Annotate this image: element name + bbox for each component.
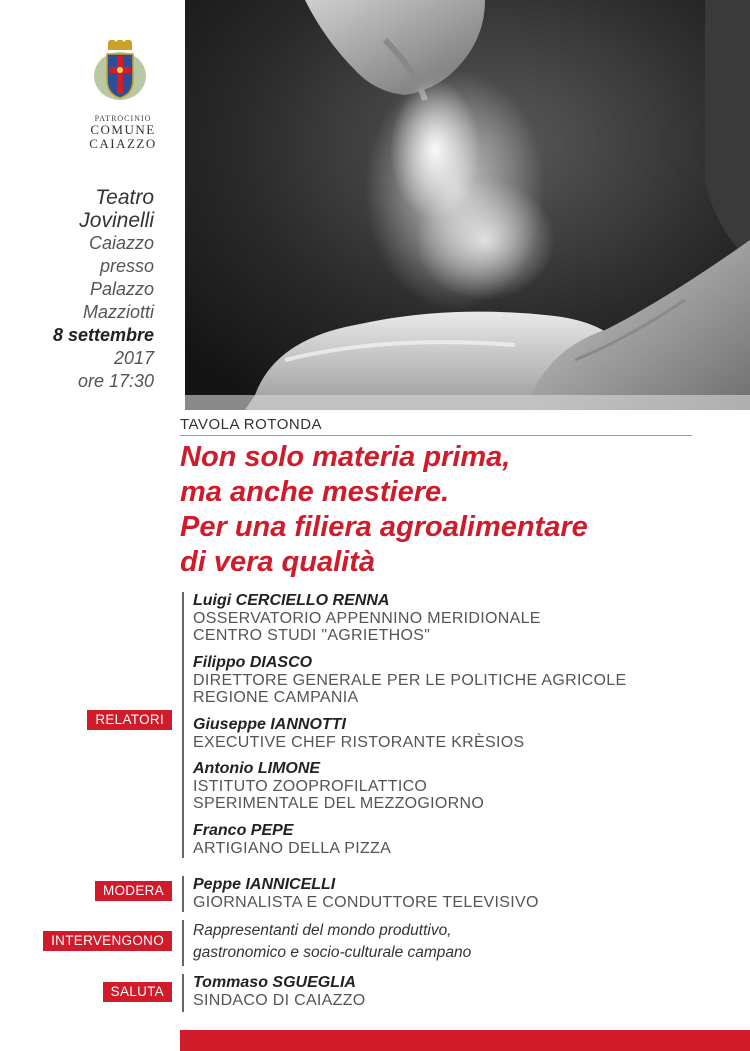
tag-relatori: RELATORI: [87, 710, 172, 730]
hero-photo-flour-dough: [185, 0, 750, 410]
event-title-line: Per una filiera agroalimentare: [180, 511, 588, 543]
speaker-name: Giuseppe IANNOTTI: [193, 716, 346, 733]
speaker-role: ISTITUTO ZOOPROFILATTICO: [193, 778, 428, 795]
patronage-label: PATROCINIO: [94, 114, 152, 123]
city-coat-of-arms-icon: [90, 40, 150, 106]
event-title-line: di vera qualità: [180, 546, 376, 578]
moderator: [193, 876, 539, 911]
saluta-divider: [182, 974, 184, 1012]
moderator-role: GIORNALISTA E CONDUTTORE TELEVISIVO: [193, 894, 539, 911]
speaker: [193, 592, 541, 644]
speaker-name: Luigi CERCIELLO RENNA: [193, 592, 390, 609]
greeter-name: Tommaso SGUEGLIA: [193, 974, 356, 991]
venue-block: [0, 186, 154, 393]
venue-line: presso: [99, 256, 154, 276]
venue-title-1: Teatro: [95, 186, 154, 209]
tag-saluta: SALUTA: [103, 982, 172, 1002]
venue-title-2: Jovinelli: [79, 209, 154, 232]
greeter: [193, 974, 366, 1009]
moderator-name: Peppe IANNICELLI: [193, 876, 336, 893]
event-year: 2017: [113, 348, 154, 368]
speaker: [193, 760, 484, 812]
venue-line: Mazziotti: [82, 302, 154, 322]
kicker-divider: [180, 435, 692, 436]
event-time: ore 17:30: [77, 371, 154, 391]
tag-modera: MODERA: [95, 881, 172, 901]
greeter-role: SINDACO DI CAIAZZO: [193, 992, 366, 1009]
participants-line: gastronomico e socio-culturale campano: [193, 944, 472, 961]
participants-line: Rappresentanti del mondo produttivo,: [193, 922, 452, 939]
event-title-line: ma anche mestiere.: [180, 476, 450, 508]
speaker-name: Franco PEPE: [193, 822, 294, 839]
speaker-role: EXECUTIVE CHEF RISTORANTE KRÈSIOS: [193, 734, 525, 751]
relatori-divider: [182, 592, 184, 858]
venue-line: Caiazzo: [88, 233, 154, 253]
speaker-role: ARTIGIANO DELLA PIZZA: [193, 840, 392, 857]
speaker-role: CENTRO STUDI "AGRIETHOS": [193, 627, 431, 644]
patronage-caiazzo: CAIAZZO: [89, 136, 157, 151]
speaker-role: DIRETTORE GENERALE PER LE POLITICHE AGRICOLE: [193, 672, 627, 689]
bottom-accent-band: [180, 1030, 750, 1051]
patronage-block: [60, 114, 186, 151]
speaker-role: OSSERVATORIO APPENNINO MERIDIONALE: [193, 610, 541, 627]
patronage-comune: COMUNE: [90, 122, 156, 137]
event-date: 8 settembre: [52, 325, 154, 345]
tag-intervengono: INTERVENGONO: [43, 931, 172, 951]
speaker: [193, 654, 626, 706]
speaker-name: Filippo DIASCO: [193, 654, 313, 671]
speaker: [193, 822, 391, 857]
speaker-name: Antonio LIMONE: [193, 760, 321, 777]
speaker-role: REGIONE CAMPANIA: [193, 689, 359, 706]
event-title: [180, 440, 720, 580]
event-title-line: Non solo materia prima,: [180, 441, 511, 473]
modera-divider: [182, 876, 184, 912]
event-kicker: TAVOLA ROTONDA: [180, 416, 323, 433]
participants: [193, 920, 471, 964]
venue-line: Palazzo: [89, 279, 154, 299]
speaker-role: SPERIMENTALE DEL MEZZOGIORNO: [193, 795, 485, 812]
intervengono-divider: [182, 920, 184, 966]
speaker: [193, 716, 524, 751]
